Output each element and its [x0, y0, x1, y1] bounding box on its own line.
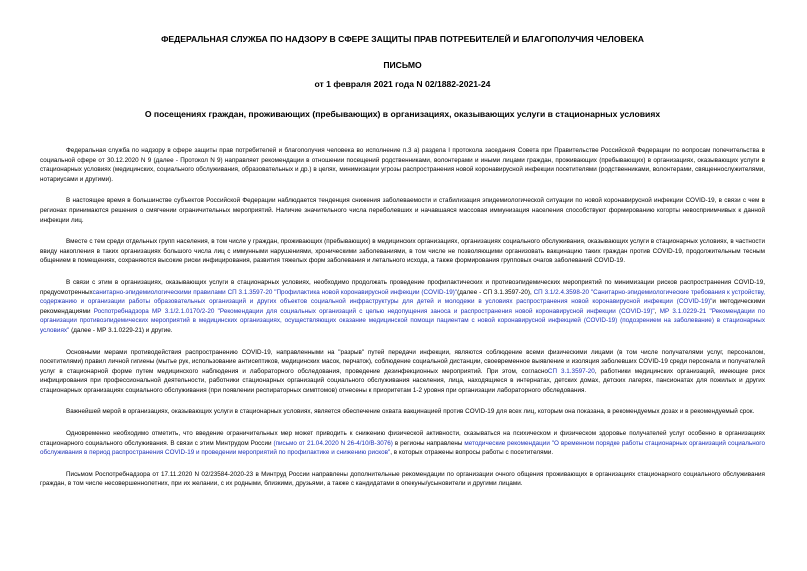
document-body	[40, 146, 765, 489]
link-sp-3597-20-short[interactable]: СП 3.1.3597-20	[547, 367, 595, 375]
link-mintrud-letter[interactable]: (письмо от 21.04.2020 N 26-4/10/В-3076)	[273, 439, 393, 447]
paragraph-text: , в которых отражены вопросы работы с посетителями.	[390, 449, 554, 457]
paragraph-text: и методическими рекомендациями	[40, 298, 766, 315]
paragraph-text: Важнейшей мерой в организациях, оказывающих услуги в стационарных условиях, является обеспечение охвата вакцинацией против COVID-19 для всех лиц, которым она показана, в рекомендуемых дозах и в рекомендуемый срок.	[66, 408, 755, 416]
paragraph-3	[40, 237, 765, 266]
paragraph-text: (далее - СП 3.1.3597-20),	[457, 288, 534, 296]
link-mr-0170-2-20[interactable]: Роспотребнадзора МР 3.1/2.1.0170/2-20 "Рекомендации для социальных организаций с целью недопущения заноса и распространения новой коронавирусной инфекции (COVID-19)"	[93, 307, 655, 315]
paragraph-7	[40, 429, 765, 458]
document-date-number: от 1 февраля 2021 года N 02/1882-2021-24	[314, 79, 491, 89]
link-sp-3597-20[interactable]: санитарно-эпидемиологическими правилами СП 3.1.3597-20 "Профилактика новой коронавирусной инфекции (COVID-19)"	[92, 288, 458, 296]
paragraph-text: Одновременно необходимо отметить, что введение ограничительных мер может приводить к снижению физической активности, сказываться на психическом и физическом здоровье получателей услуг особенно в организациях стационарного социального обслуживания. В связи с этим Минтрудом России	[40, 430, 765, 447]
document-subject: О посещениях граждан, проживающих (пребывающих) в организациях, оказывающих услуги в стационарных условиях	[144, 109, 661, 119]
paragraph-text: Вместе с тем среди отдельных групп населения, в том числе у граждан, проживающих (пребывающих) в медицинских организациях, организациях социального обслуживания, оказывающих услуги в стационарных условиях, в частности ввиду накопления в таких организациях большого числа лиц с иммунными нарушениями, хроническими заболеваниями, в том числе не позволяющими организовать вакцинацию таких граждан против COVID-19, продолжительным тесным общением в помещениях, сохраняются высокие риски инфицирования, развития тяжелых форм заболевания и летального исхода, а также формирования групповых очагов заболеваний COVID-19.	[40, 238, 765, 265]
paragraph-text: в регионы направлены	[392, 439, 465, 447]
paragraph-text: , работники медицинских организаций, имеющие риск инфицирования при профессиональной деятельности, работники стационарных организаций социального обслуживания населения, лица, находящиеся в интернатах, детских домах, детских лагерях, пансионатах для пожилых и других стационарных организациях социального обслуживания (при появлении респираторных симптомов) отнесены к приоритетам 1-2 уровня при организации лабораторного обследования.	[40, 367, 765, 394]
paragraph-2	[40, 196, 765, 225]
link-methodical-recommendations[interactable]: методические рекомендации "О временном порядке работы стационарных организаций социального обслуживания в период распространения COVID-19 и проведении мероприятий по профилактике и снижению рисков"	[40, 439, 765, 457]
paragraph-text: Федеральная служба по надзору в сфере защиты прав потребителей и благополучия человека во исполнение п.3 а) раздела I протокола заседания Совета при Правительстве Российской Федерации по вопросам попечительства в социальной сфере от 30.12.2020 N 9 (далее - Протокол N 9) направляет рекомендации в отношении посещений родственниками, волонтерами и иными лицами граждан, проживающих (пребывающих) в организациях, оказывающих услуги в стационарных условиях (медицинских, социального обслуживания, образовательных и др.) в целях, минимизации угрозы распространения новой коронавирусной инфекции посетителями (родственниками, волонтерами, священнослужителями, нотариусами и другими).	[40, 147, 765, 183]
link-mr-0229-21[interactable]: МР 3.1.0229-21 "Рекомендации по организации противоэпидемических мероприятий в медицинских организациях, осуществляющих оказание медицинской помощи пациентам с новой коронавирусной инфекцией (COVID-19) (подозрением на заболевание) в стационарных условиях"	[40, 307, 766, 334]
paragraph-4	[40, 278, 765, 336]
agency-name: ФЕДЕРАЛЬНАЯ СЛУЖБА ПО НАДЗОРУ В СФЕРЕ ЗАЩИТЫ ПРАВ ПОТРЕБИТЕЛЕЙ И БЛАГОПОЛУЧИЯ ЧЕЛОВЕКА	[161, 34, 644, 44]
paragraph-1	[40, 146, 765, 184]
paragraph-8	[40, 470, 765, 489]
paragraph-text: В настоящее время в большинстве субъектов Российской Федерации наблюдается тенденция снижения заболеваемости и стабилизация эпидемиологической ситуации по новой коронавирусной инфекции COVID-19, в связи с чем в регионах принимаются решения о смягчении ограничительных мероприятий. Наличие значительного числа переболевших и начавшаяся массовая иммунизация населения способствуют формированию когорты невосприимчивых к данной инфекции лиц.	[40, 197, 765, 224]
paragraph-5	[40, 348, 765, 396]
paragraph-6	[40, 407, 765, 417]
link-sp-3598-20[interactable]: СП 3.1/2.4.3598-20 "Санитарно-эпидемиологические требования к устройству, содержанию и организации работы образовательных организаций и других объектов социальной инфраструктуры для детей и молодежи в условиях распространения новой коронавирусной инфекции (COVID-19)"	[40, 288, 766, 306]
paragraph-text: (далее - МР 3.1.0229-21) и другие.	[69, 326, 173, 334]
document-type: ПИСЬМО	[383, 60, 422, 70]
paragraph-text: Письмом Роспотребнадзора от 17.11.2020 N 02/23584-2020-23 в Минтруд России направлены дополнительные рекомендации по организации очного общения проживающих в организациях стационарного социального обслуживания граждан, в том числе несовершеннолетних, при их желании, с их родными, близкими, друзьями, а также с кандидатами в опекуны/усыновители и другими лицами.	[40, 470, 765, 488]
paragraph-text: ,	[654, 307, 660, 315]
paragraph-text: В связи с этим в организациях, оказывающих услуги в стационарных условиях, необходимо продолжать проведение профилактических и противоэпидемических мероприятий по минимизации рисков распространения COVID-19, предусмотренных	[40, 278, 765, 296]
paragraph-text: Основными мерами противодействия распространению COVID-19, направленными на "разрыв" путей передачи инфекции, являются соблюдение всеми физическими лицами (в том числе получателями услуг, персоналом, посетителями) правил личной гигиены (мытье рук, использование антисептиков, медицинских масок, перчаток), соблюдение социальной дистанции, своевременное выявление и изоляция заболевших COVID-19 среди персонала и получателей услуг в стационарной форме путем медицинского наблюдения и лабораторного обследования, проведение дезинфекционных мероприятий. При этом, согласно	[40, 348, 765, 375]
